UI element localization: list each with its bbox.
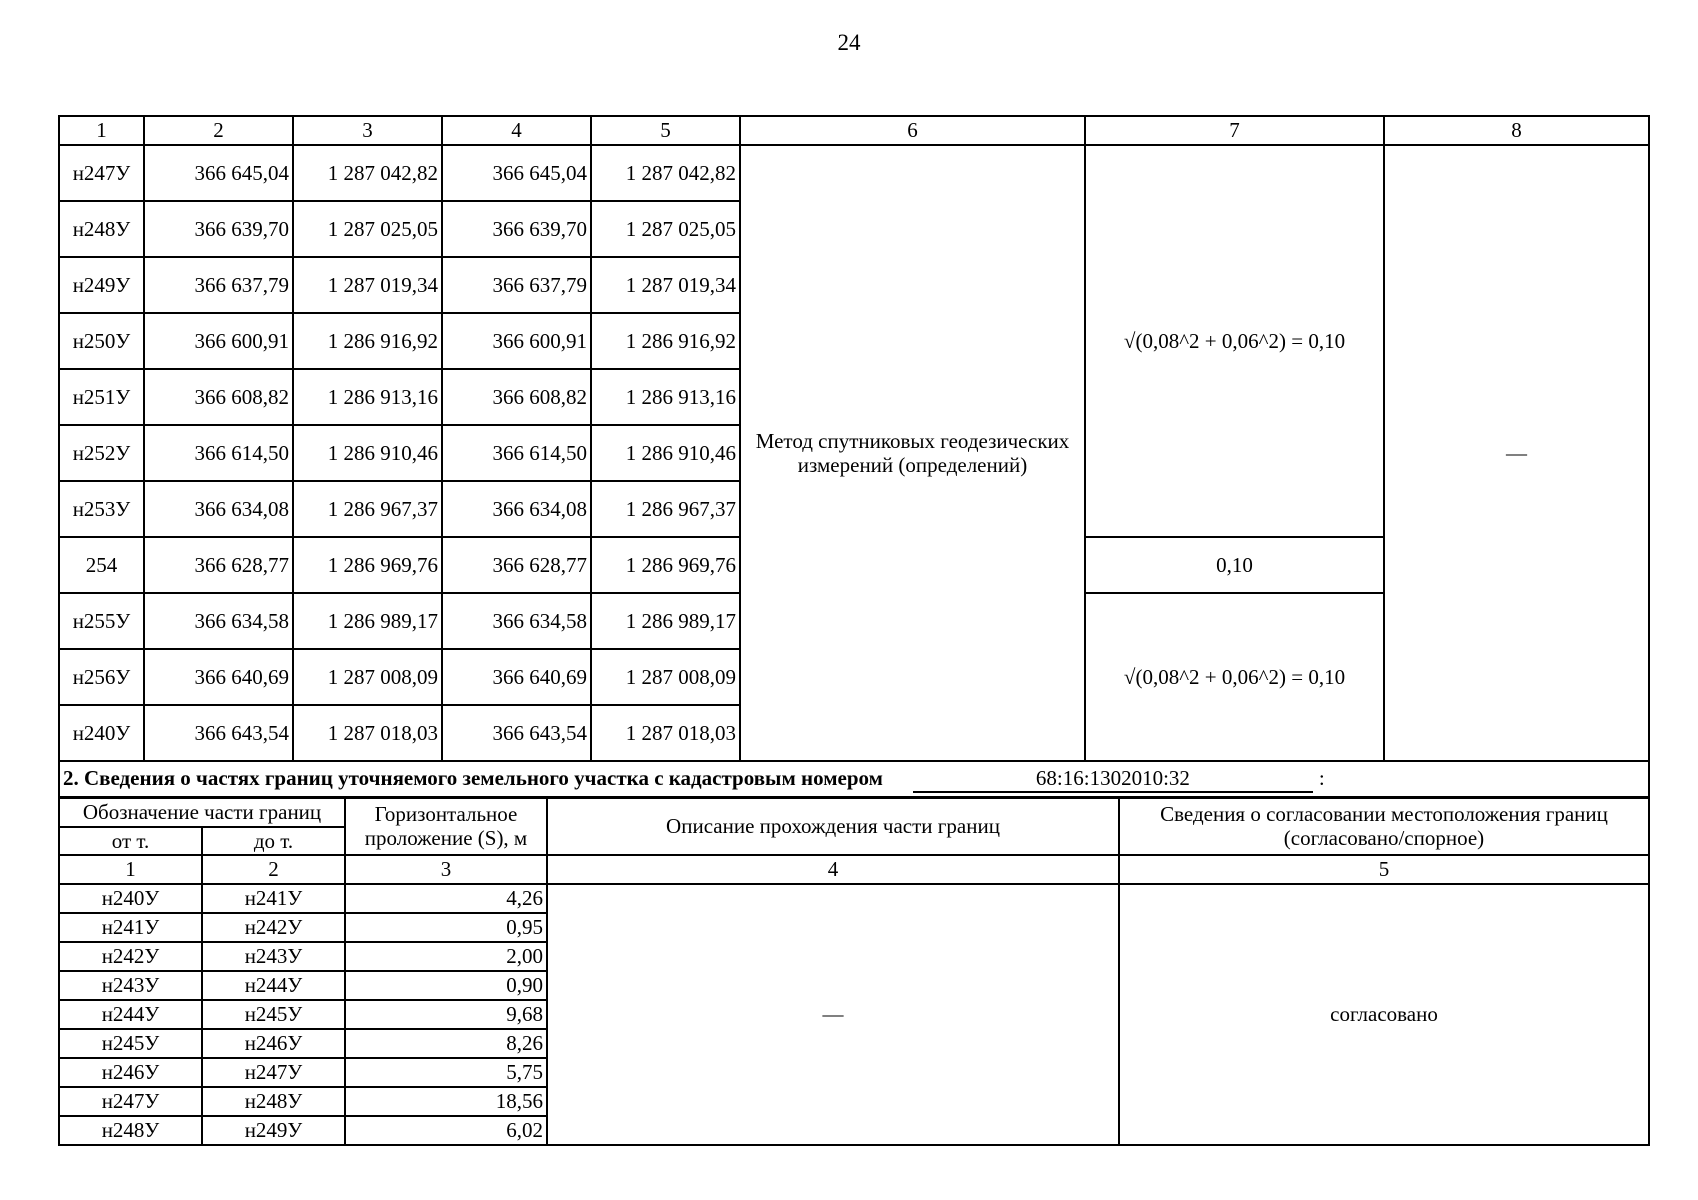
coord-x-existing: 366 628,77 [144,537,293,593]
coord-y-existing: 1 286 969,76 [293,537,442,593]
column-number: 7 [1085,116,1384,145]
length-header: Горизонтальное проложение (S), м [345,797,547,855]
coord-x-existing: 366 608,82 [144,369,293,425]
table-row [59,145,1649,201]
cadastral-number: 68:16:1302010:32 [913,766,1313,792]
column-number: 5 [591,116,740,145]
boundary-parts-table [58,796,1650,1146]
coord-y-new: 1 286 967,37 [591,481,740,537]
page-number: 24 [837,30,861,55]
coord-x-existing: 366 643,54 [144,705,293,761]
coord-y-new: 1 287 008,09 [591,649,740,705]
agreement-header: Сведения о согласовании местоположения границ (согласовано/спорное) [1119,797,1649,855]
coord-y-existing: 1 286 967,37 [293,481,442,537]
to-point: н247У [202,1058,345,1087]
coord-y-existing: 1 287 042,82 [293,145,442,201]
coord-x-new: 366 645,04 [442,145,591,201]
from-point: н248У [59,1116,202,1145]
coord-x-new: 366 637,79 [442,257,591,313]
description-cell: — [547,884,1119,1145]
coord-x-existing: 366 634,08 [144,481,293,537]
column-number: 2 [144,116,293,145]
point-name: н255У [59,593,144,649]
agreement-cell: согласовано [1119,884,1649,1145]
from-point: н240У [59,884,202,913]
coord-x-new: 366 634,58 [442,593,591,649]
designation-header: Обозначение части границ [59,797,345,827]
horizontal-length: 5,75 [345,1058,547,1087]
precision-cell: √(0,08^2 + 0,06^2) = 0,10 [1085,145,1384,537]
coord-x-new: 366 614,50 [442,425,591,481]
coord-y-new: 1 286 969,76 [591,537,740,593]
section-2-title-cell [59,761,1649,798]
coord-y-existing: 1 287 008,09 [293,649,442,705]
point-name: н251У [59,369,144,425]
coord-y-new: 1 286 916,92 [591,313,740,369]
coord-x-new: 366 643,54 [442,705,591,761]
from-header: от т. [59,827,202,855]
point-name: н253У [59,481,144,537]
from-point: н243У [59,971,202,1000]
coord-x-existing: 366 645,04 [144,145,293,201]
coord-y-new: 1 287 042,82 [591,145,740,201]
coordinates-table [58,115,1650,799]
to-point: н243У [202,942,345,971]
precision-cell: 0,10 [1085,537,1384,593]
column-number: 2 [202,855,345,884]
column-number-row [59,855,1649,884]
point-name: н247У [59,145,144,201]
coord-x-existing: 366 600,91 [144,313,293,369]
coord-y-existing: 1 287 025,05 [293,201,442,257]
coord-x-existing: 366 614,50 [144,425,293,481]
point-name: н250У [59,313,144,369]
coord-x-existing: 366 639,70 [144,201,293,257]
to-point: н245У [202,1000,345,1029]
column-number: 6 [740,116,1085,145]
from-point: н242У [59,942,202,971]
horizontal-length: 18,56 [345,1087,547,1116]
point-name: н248У [59,201,144,257]
table-row [59,884,1649,913]
coord-y-existing: 1 286 913,16 [293,369,442,425]
coord-y-new: 1 286 910,46 [591,425,740,481]
column-number: 3 [293,116,442,145]
coord-x-new: 366 634,08 [442,481,591,537]
section-2-title: 2. Сведения о частях границ уточняемого земельного участка с кадастровым номером [63,766,883,791]
coord-x-new: 366 640,69 [442,649,591,705]
coord-y-existing: 1 287 018,03 [293,705,442,761]
to-point: н249У [202,1116,345,1145]
title-colon: : [1318,766,1325,791]
point-name: н240У [59,705,144,761]
coord-x-existing: 366 637,79 [144,257,293,313]
coord-x-existing: 366 634,58 [144,593,293,649]
from-point: н244У [59,1000,202,1029]
horizontal-length: 0,90 [345,971,547,1000]
horizontal-length: 6,02 [345,1116,547,1145]
horizontal-length: 4,26 [345,884,547,913]
coord-y-new: 1 286 913,16 [591,369,740,425]
to-point: н248У [202,1087,345,1116]
method-cell: Метод спутниковых геодезических измерений (определений) [740,145,1085,761]
point-name: 254 [59,537,144,593]
to-point: н242У [202,913,345,942]
coord-y-new: 1 286 989,17 [591,593,740,649]
coord-y-existing: 1 287 019,34 [293,257,442,313]
coord-x-new: 366 600,91 [442,313,591,369]
horizontal-length: 0,95 [345,913,547,942]
horizontal-length: 9,68 [345,1000,547,1029]
coord-y-new: 1 287 025,05 [591,201,740,257]
column-number: 8 [1384,116,1649,145]
column-number: 5 [1119,855,1649,884]
coord-x-existing: 366 640,69 [144,649,293,705]
section-2-row [59,761,1649,798]
from-point: н247У [59,1087,202,1116]
coord-y-new: 1 287 019,34 [591,257,740,313]
column-number-row [59,116,1649,145]
column-number: 3 [345,855,547,884]
column-8-cell: — [1384,145,1649,761]
to-header: до т. [202,827,345,855]
to-point: н241У [202,884,345,913]
coord-x-new: 366 608,82 [442,369,591,425]
column-number: 1 [59,116,144,145]
column-number: 1 [59,855,202,884]
coord-y-existing: 1 286 989,17 [293,593,442,649]
to-point: н246У [202,1029,345,1058]
coord-x-new: 366 639,70 [442,201,591,257]
point-name: н256У [59,649,144,705]
header-row [59,797,1649,827]
precision-cell: √(0,08^2 + 0,06^2) = 0,10 [1085,593,1384,761]
coord-y-existing: 1 286 916,92 [293,313,442,369]
from-point: н246У [59,1058,202,1087]
column-number: 4 [442,116,591,145]
point-name: н252У [59,425,144,481]
horizontal-length: 8,26 [345,1029,547,1058]
coord-x-new: 366 628,77 [442,537,591,593]
to-point: н244У [202,971,345,1000]
column-number: 4 [547,855,1119,884]
coord-y-new: 1 287 018,03 [591,705,740,761]
point-name: н249У [59,257,144,313]
from-point: н241У [59,913,202,942]
description-header: Описание прохождения части границ [547,797,1119,855]
coord-y-existing: 1 286 910,46 [293,425,442,481]
horizontal-length: 2,00 [345,942,547,971]
from-point: н245У [59,1029,202,1058]
